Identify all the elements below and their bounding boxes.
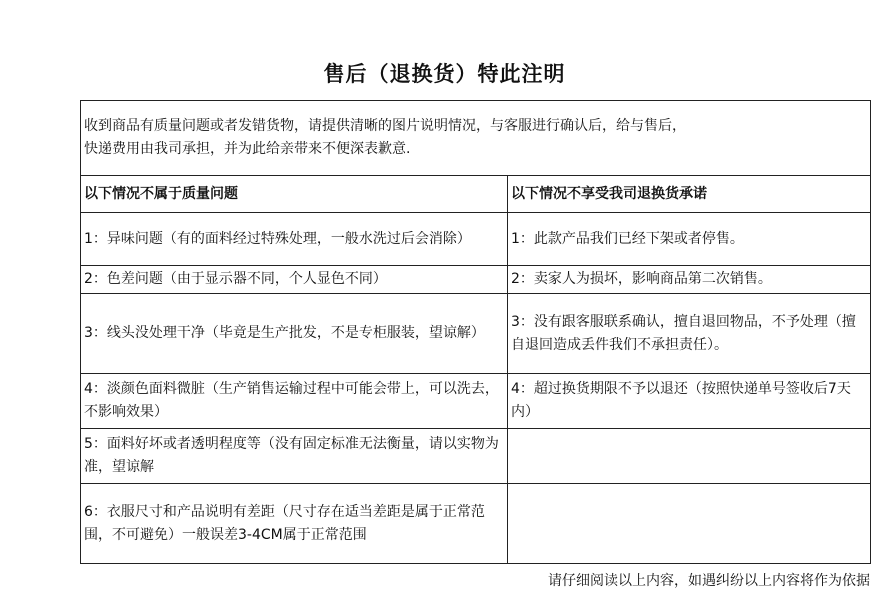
row-6-right <box>508 484 871 564</box>
row-5-left: 5：面料好坏或者透明程度等（没有固定标准无法衡量，请以实物为准，望谅解 <box>81 429 508 484</box>
footer-note: 请仔细阅读以上内容，如遇纠纷以上内容将作为依据 <box>548 573 870 589</box>
row-3-left: 3：线头没处理干净（毕竟是生产批发，不是专柜服装，望谅解） <box>81 294 508 374</box>
table-row <box>81 213 871 266</box>
row-6-left: 6：衣服尺寸和产品说明有差距（尺寸存在适当差距是属于正常范围，不可避免）一般误差3-4CM属于正常范围 <box>81 484 508 564</box>
intro-row <box>81 101 871 176</box>
page-title: 售后（退换货）特此注明 <box>323 61 566 86</box>
row-1-right: 1：此款产品我们已经下架或者停售。 <box>508 213 871 266</box>
intro-line-1: 收到商品有质量问题或者发错货物，请提供清晰的图片说明情况，与客服进行确认后，给与售后， <box>84 118 686 134</box>
table-row <box>81 294 871 374</box>
table-row <box>81 374 871 429</box>
table-row <box>81 429 871 484</box>
row-2-left: 2：色差问题（由于显示器不同，个人显色不同） <box>81 266 508 294</box>
header-not-quality-issue: 以下情况不属于质量问题 <box>81 176 508 213</box>
row-2-right: 2：卖家人为损坏，影响商品第二次销售。 <box>508 266 871 294</box>
row-3-right: 3：没有跟客服联系确认，擅自退回物品，不予处理（擅自退回造成丢件我们不承担责任）。 <box>508 294 871 374</box>
intro-line-2: 快递费用由我司承担，并为此给亲带来不便深表歉意. <box>84 141 411 157</box>
intro-cell <box>81 101 871 176</box>
header-row <box>81 176 871 213</box>
table-row <box>81 484 871 564</box>
table-row <box>81 266 871 294</box>
header-no-return-exchange: 以下情况不享受我司退换货承诺 <box>508 176 871 213</box>
row-5-right <box>508 429 871 484</box>
after-sales-table <box>80 100 871 564</box>
row-4-right: 4：超过换货期限不予以退还（按照快递单号签收后7天内） <box>508 374 871 429</box>
row-4-left: 4：淡颜色面料微脏（生产销售运输过程中可能会带上，可以洗去，不影响效果） <box>81 374 508 429</box>
row-1-left: 1：异味问题（有的面料经过特殊处理，一般水洗过后会消除） <box>81 213 508 266</box>
